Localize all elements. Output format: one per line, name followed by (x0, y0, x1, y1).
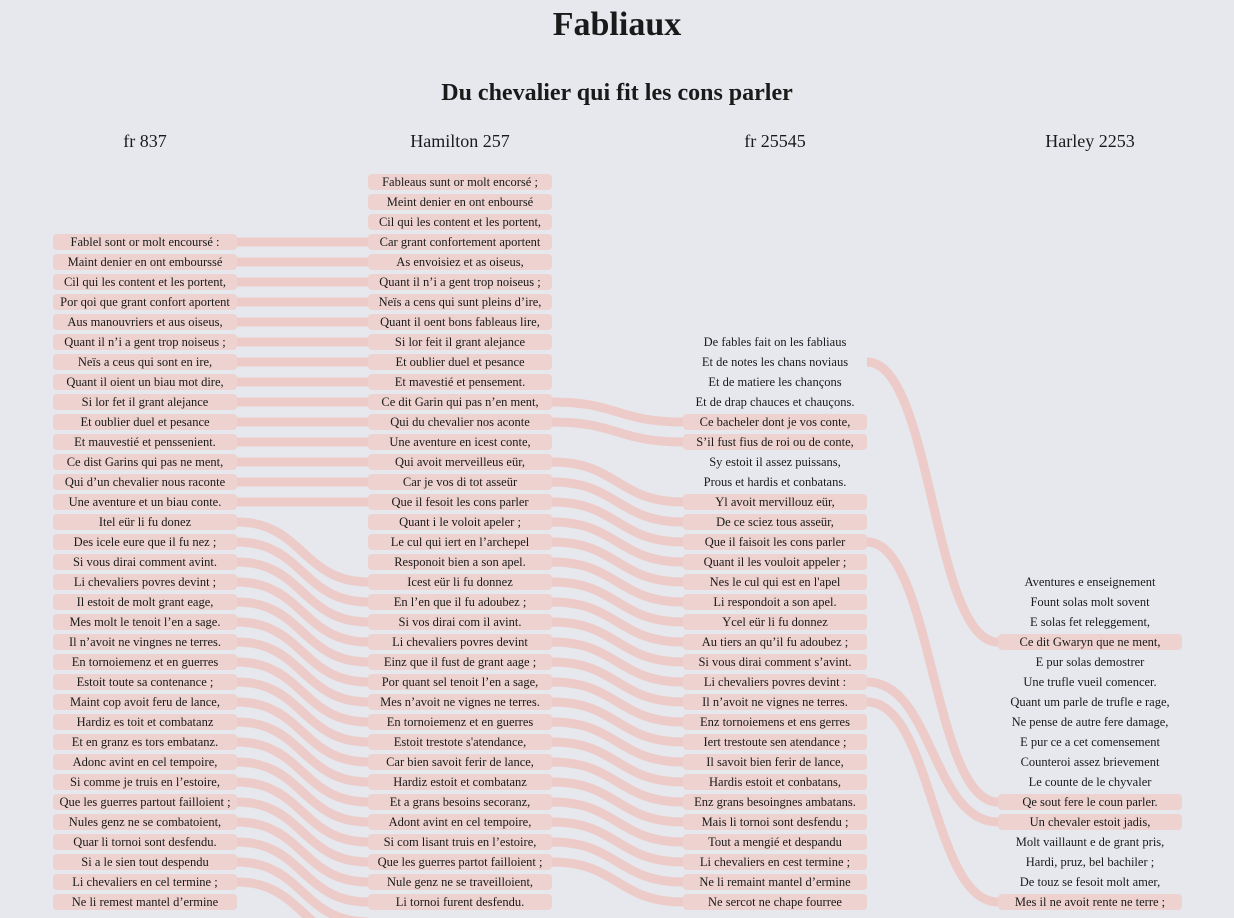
verse-line: De touz se fesoit molt amer, (1019, 875, 1161, 889)
verse-line: Fount solas molt sovent (1030, 595, 1150, 609)
verse-line: Ne li remaint mantel d’ermine (683, 874, 867, 890)
verse-line: Neïs a cens qui sunt pleins d’ire, (368, 294, 552, 310)
alignment-link (237, 522, 368, 582)
verse-line: Une trufle vueil comencer. (1023, 675, 1157, 689)
manuscript-header-fr25545: fr 25545 (744, 131, 806, 151)
alignment-link (552, 722, 683, 762)
verse-line: Hardis estoit et conbatans, (683, 774, 867, 790)
alignment-link (867, 682, 998, 822)
verse-line: En tornoiemenz et en guerres (368, 714, 552, 730)
verse-line: Il n’avoit ne vignes ne terres. (683, 694, 867, 710)
verse-line: Mes il ne avoit rente ne terre ; (998, 894, 1182, 910)
alignment-link (552, 762, 683, 802)
alignment-link (552, 622, 683, 662)
verse-line: Ycel eür li fu donnez (683, 614, 867, 630)
alignment-link (237, 822, 368, 882)
alignment-link (552, 602, 683, 642)
manuscript-header-fr837: fr 837 (123, 131, 167, 151)
verse-line: E pur solas demostrer (1035, 655, 1145, 669)
verse-line: Des icele eure que il fu nez ; (53, 534, 237, 550)
verse-line: Si vous dirai comment avint. (53, 554, 237, 570)
alignment-link (237, 762, 368, 822)
verse-line: S’il fust fius de roi ou de conte, (683, 434, 867, 450)
alignment-link (552, 582, 683, 622)
alignment-link (552, 742, 683, 782)
verse-line: Ne pense de autre fere damage, (1011, 715, 1169, 729)
verse-line: Counteroi assez brievement (1020, 755, 1160, 769)
alignment-link (237, 862, 368, 918)
verse-line: Si comme je truis en l’estoire, (53, 774, 237, 790)
verse-line: Li respondoit a son apel. (683, 594, 867, 610)
verse-line: Et de notes les chans noviaus (701, 355, 849, 369)
verse-line: Il savoit bien ferir de lance, (683, 754, 867, 770)
verse-line: Sy estoit il assez puissans, (709, 455, 841, 469)
alignment-link (552, 542, 683, 582)
alignment-link (552, 842, 683, 882)
alignment-link (237, 562, 368, 622)
verse-line: Quant il oent bons fableaus lire, (368, 314, 552, 330)
verse-line: Li tornoi furent desfendu. (368, 894, 552, 910)
alignment-link (552, 702, 683, 742)
alignment-link (237, 622, 368, 682)
verse-line: Estoit trestote s'atendance, (368, 734, 552, 750)
verse-line: Adont avint en cel tempoire, (368, 814, 552, 830)
verse-line: Et oublier duel et pesance (368, 354, 552, 370)
verse-line: E solas fet releggement, (1029, 615, 1151, 629)
verse-line: Une aventure et un biau conte. (53, 494, 237, 510)
alignment-link (237, 882, 368, 918)
verse-line: Prous et hardis et conbatans. (703, 475, 847, 489)
verse-line: Si vos dirai com il avint. (368, 614, 552, 630)
alignment-link (552, 642, 683, 682)
verse-line: Si lor feit il grant alejance (368, 334, 552, 350)
verse-line: Li chevaliers en cel termine ; (53, 874, 237, 890)
verse-line: Ce dit Garin qui pas n’en ment, (368, 394, 552, 410)
verse-line: Quant il les vouloit appeler ; (683, 554, 867, 570)
alignment-link (552, 822, 683, 862)
verse-line: Que il fesoit les cons parler (368, 494, 552, 510)
verse-line: Estoit toute sa contenance ; (53, 674, 237, 690)
verse-line: Li chevaliers povres devint : (683, 674, 867, 690)
alignment-link (552, 562, 683, 602)
alignment-link (867, 702, 998, 902)
verse-line: Un chevaler estoit jadis, (998, 814, 1182, 830)
verse-line: Quar li tornoi sont desfendu. (53, 834, 237, 850)
verse-line: Nule genz ne se traveilloient, (368, 874, 552, 890)
verse-line: Quant i le voloit apeler ; (368, 514, 552, 530)
verse-line: Cil qui les content et les portent, (53, 274, 237, 290)
alignment-link (237, 682, 368, 742)
alignment-link (552, 502, 683, 542)
verse-line: Mes molt le tenoit l’en a sage. (53, 614, 237, 630)
verse-line: Maint denier en ont embourssé (53, 254, 237, 270)
alignment-link (552, 522, 683, 562)
alignment-link (867, 542, 998, 802)
verse-line: Hardiz estoit et combatanz (368, 774, 552, 790)
verse-line: Mais li tornoi sont desfendu ; (683, 814, 867, 830)
verse-line: Aus manouvriers et aus oiseus, (53, 314, 237, 330)
verse-line: Mes n’avoit ne vignes ne terres. (368, 694, 552, 710)
verse-line: As envoisiez et as oiseus, (368, 254, 552, 270)
verse-line: Qui avoit merveilleus eür, (368, 454, 552, 470)
verse-line: De ce sciez tous asseür, (683, 514, 867, 530)
alignment-link (552, 422, 683, 442)
verse-line: Yl avoit mervillouz eür, (683, 494, 867, 510)
verse-line: Et a grans besoins secoranz, (368, 794, 552, 810)
alignment-link (552, 402, 683, 422)
verse-line: Aventures e enseignement (1024, 575, 1156, 589)
verse-line: Quant um parle de trufle e rage, (1010, 695, 1170, 709)
verse-line: Si com lisant truis en l’estoire, (368, 834, 552, 850)
alignment-link (237, 802, 368, 862)
verse-line: Quant il n’i a gent trop noiseus ; (53, 334, 237, 350)
verse-line: En l’en que il fu adoubez ; (368, 594, 552, 610)
verse-line: Et en granz es tors embatanz. (53, 734, 237, 750)
verse-line: Ne li remest mantel d’ermine (53, 894, 237, 910)
verse-line: Et mavestié et pensement. (368, 374, 552, 390)
verse-line: Neïs a ceus qui sont en ire, (53, 354, 237, 370)
verse-line: Iert trestoute sen atendance ; (683, 734, 867, 750)
verse-line: Et de drap chauces et chauçons. (695, 395, 855, 409)
verse-line: Car grant confortement aportent (368, 234, 552, 250)
alignment-link (237, 542, 368, 602)
verse-line: Fablel sont or molt encoursé : (53, 234, 237, 250)
verse-line: Qui du chevalier nos aconte (368, 414, 552, 430)
verse-line: Que les guerres partout failloient ; (53, 794, 237, 810)
verse-line: Quant il n’i a gent trop noiseus ; (368, 274, 552, 290)
verse-line: Itel eür li fu donez (53, 514, 237, 530)
verse-line: Quant il oient un biau mot dire, (53, 374, 237, 390)
verse-line: Maint cop avoit feru de lance, (53, 694, 237, 710)
verse-line: Que les guerres partot failloient ; (368, 854, 552, 870)
alignment-link (237, 702, 368, 762)
alignment-link (552, 782, 683, 822)
verse-line: Nes le cul qui est en l'apel (683, 574, 867, 590)
verse-line: Adonc avint en cel tempoire, (53, 754, 237, 770)
alignment-link (237, 602, 368, 662)
alignment-link (552, 682, 683, 722)
verse-line: Le counte de le chyvaler (1028, 775, 1152, 789)
verse-line: Por qoi que grant confort aportent (53, 294, 237, 310)
alignment-link (237, 782, 368, 842)
verse-line: Enz tornoiemens et ens gerres (683, 714, 867, 730)
verse-line: Molt vaillaunt e de grant pris, (1015, 835, 1165, 849)
verse-line: Si a le sien tout despendu (53, 854, 237, 870)
verse-line: Fableaus sunt or molt encorsé ; (368, 174, 552, 190)
verse-line: Et de matiere les chançons (708, 375, 842, 389)
verse-line: Nules genz ne se combatoient, (53, 814, 237, 830)
verse-line: Et mauvestié et penssenient. (53, 434, 237, 450)
verse-line: Hardi, pruz, bel bachiler ; (1025, 855, 1155, 869)
verse-line: Tout a mengié et despandu (683, 834, 867, 850)
verse-line: Cil qui les content et les portent, (368, 214, 552, 230)
verse-line: Qe sout fere le coun parler. (998, 794, 1182, 810)
verse-line: Li chevaliers povres devint ; (53, 574, 237, 590)
verse-line: Hardiz es toit et combatanz (53, 714, 237, 730)
verse-line: Einz que il fust de grant aage ; (368, 654, 552, 670)
verse-line: Ce bacheler dont je vos conte, (683, 414, 867, 430)
alignment-link (552, 662, 683, 702)
alignment-link (237, 662, 368, 722)
verse-line: Ce dit Gwaryn que ne ment, (998, 634, 1182, 650)
alignment-link (867, 362, 998, 642)
verse-line: En tornoiemenz et en guerres (53, 654, 237, 670)
verse-line: Le cul qui iert en l’archepel (368, 534, 552, 550)
alignment-link (552, 462, 683, 502)
alignment-link (552, 482, 683, 522)
verse-line: Que il faisoit les cons parler (683, 534, 867, 550)
verse-line: Une aventure en icest conte, (368, 434, 552, 450)
verse-line: Por quant sel tenoit l’en a sage, (368, 674, 552, 690)
verse-line: Il n’avoit ne vingnes ne terres. (53, 634, 237, 650)
verse-line: De fables fait on les fabliaus (703, 335, 847, 349)
alignment-link (237, 742, 368, 802)
verse-line: Li chevaliers povres devint (368, 634, 552, 650)
alignment-link (552, 802, 683, 842)
alignment-link (237, 722, 368, 782)
manuscript-header-harley2253: Harley 2253 (1045, 131, 1135, 151)
verse-line: Ce dist Garins qui pas ne ment, (53, 454, 237, 470)
verse-line: Si lor fet il grant alejance (53, 394, 237, 410)
verse-line: Meint denier en ont enboursé (368, 194, 552, 210)
verse-line: Au tiers an qu’il fu adoubez ; (683, 634, 867, 650)
alignment-link (237, 842, 368, 902)
verse-line: Ne sercot ne chape fourree (683, 894, 867, 910)
verse-line: Car bien savoit ferir de lance, (368, 754, 552, 770)
verse-line: Icest eür li fu donnez (368, 574, 552, 590)
alignment-link (237, 642, 368, 702)
verse-line: Enz grans besoingnes ambatans. (683, 794, 867, 810)
verse-line: E pur ce a cet comensement (1020, 735, 1160, 749)
verse-line: Qui d’un chevalier nous raconte (53, 474, 237, 490)
verse-line: Et oublier duel et pesance (53, 414, 237, 430)
verse-line: Responoit bien a son apel. (368, 554, 552, 570)
page-title: Fabliaux (552, 6, 682, 43)
manuscript-header-hamilton257: Hamilton 257 (410, 131, 510, 151)
verse-line: Car je vos di tot asseür (368, 474, 552, 490)
verse-line: Il estoit de molt grant eage, (53, 594, 237, 610)
poem-title: Du chevalier qui fit les cons parler (441, 80, 793, 106)
verse-line: Si vous dirai comment s’avint. (683, 654, 867, 670)
verse-line: Li chevaliers en cest termine ; (683, 854, 867, 870)
alignment-link (552, 862, 683, 902)
alignment-link (237, 582, 368, 642)
